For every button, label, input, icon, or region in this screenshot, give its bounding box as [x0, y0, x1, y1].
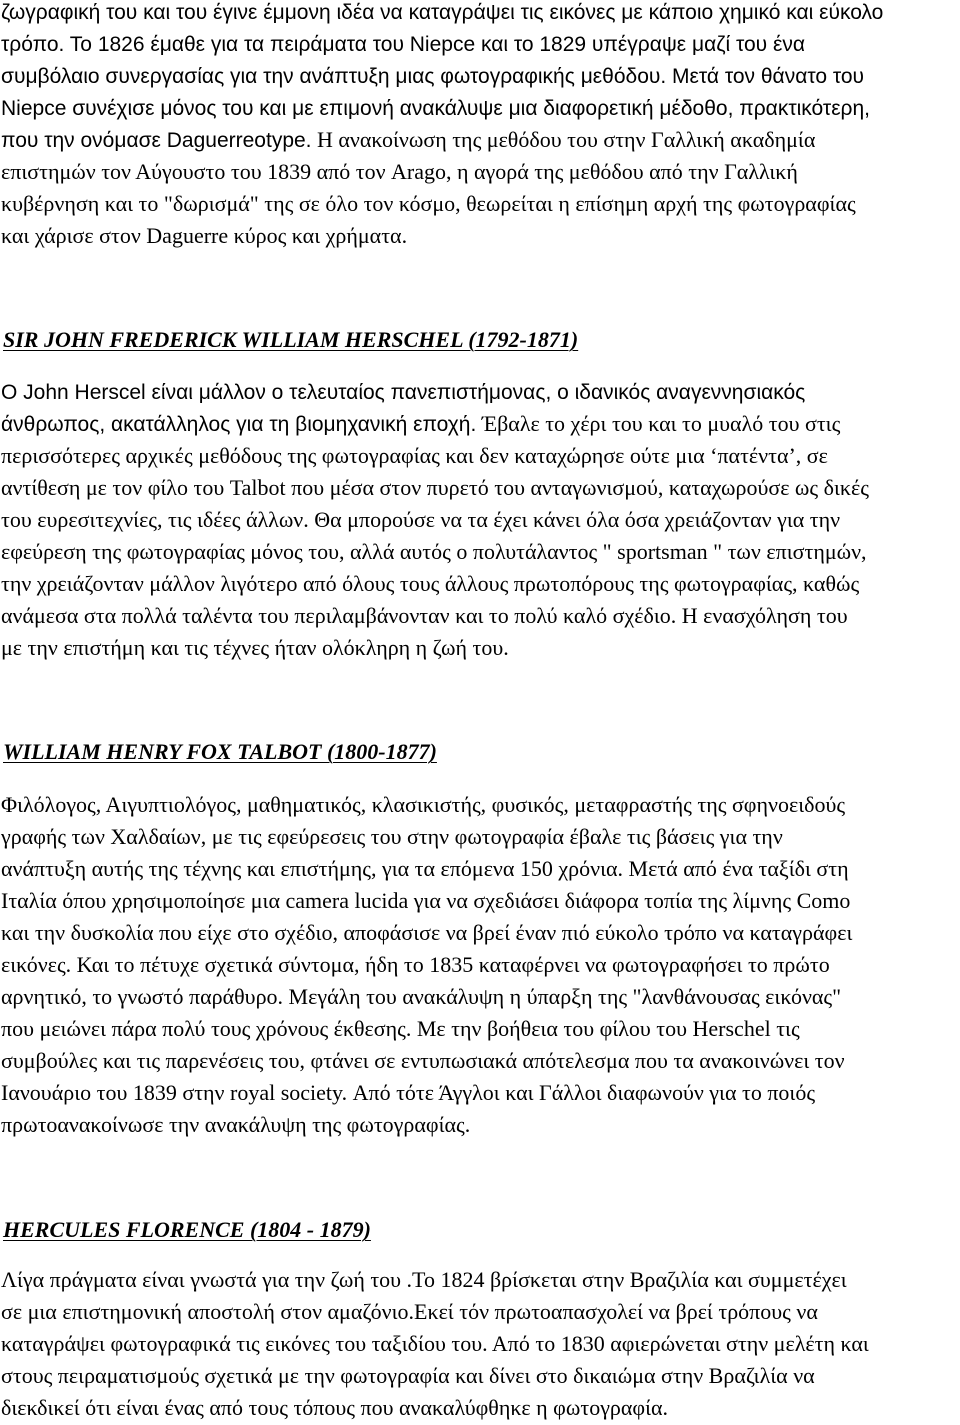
- text-line: [1, 156, 798, 188]
- text-line: [1, 568, 859, 600]
- text-line: [1, 28, 805, 60]
- text-segment: που μειώνει πάρα πολύ τους χρόνους έκθεσης. Με την βοήθεια του φίλου του Herschel τις: [1, 1016, 800, 1041]
- text-line: [1, 632, 509, 664]
- text-line: [1, 1077, 815, 1109]
- text-segment: εικόνες. Και το πέτυχε σχετικά σύντομα, ήδη το 1835 καταφέρνει να φωτογραφήσει το πρώτο: [1, 952, 830, 977]
- text-line: [1, 92, 870, 124]
- florence-paragraph: [1, 1264, 869, 1424]
- text-line: [1, 1328, 869, 1360]
- text-segment: την χρειάζονταν μάλλον λιγότερο από όλους τους άλλους πρωτοπόρους της φωτογραφίας, καθώς: [1, 571, 860, 596]
- text-segment: διεκδικεί ότι είναι ένας από τους τόπους που ανακαλύφθηκε η φωτογραφία.: [1, 1395, 669, 1420]
- text-line: [1, 220, 407, 252]
- text-segment: αντίθεση με τον φίλο του Talbot που μέσα στον πυρετό του ανταγωνισμού, καταχωρούσε ως δικές: [1, 475, 869, 500]
- text-segment: ανάμεσα στα πολλά ταλέντα του περιλαμβάνονταν και το πολύ καλό σχέδιο. Η ενασχόληση του: [1, 603, 848, 628]
- text-line: [1, 1045, 845, 1077]
- text-line: [1, 1296, 818, 1328]
- text-line: [1, 1013, 800, 1045]
- text-line: [1, 124, 815, 156]
- text-line: [1, 600, 848, 632]
- section-heading-herschel: SIR JOHN FREDERICK WILLIAM HERSCHEL (1792-1871): [3, 327, 579, 352]
- text-segment: Ιταλία όπου χρησιμοποίησε μια camera lucida για να σχεδιάσει διάφορα τοπία της λίμνης Como: [1, 888, 851, 913]
- text-segment: Φιλόλογος, Αιγυπτιολόγος, μαθηματικός, κλασικιστής, φυσικός, μεταφραστής της σφηνοειδούς: [1, 792, 846, 817]
- text-segment: Έβαλε το χέρι του και το μυαλό του στις: [481, 411, 841, 436]
- text-line: [1, 1360, 815, 1392]
- text-line: [1, 821, 783, 853]
- text-line: [1, 60, 864, 92]
- text-line: [1, 1392, 668, 1424]
- text-line: [1, 853, 849, 885]
- text-line: [1, 504, 840, 536]
- text-line: [1, 981, 841, 1013]
- text-segment: Λίγα πράγματα είναι γνωστά για την ζωή του .Το 1824 βρίσκεται στην Βραζιλία και συμμετέχει: [1, 1267, 847, 1292]
- text-line: [1, 440, 828, 472]
- text-segment: που την ονόμασε Daguerreotype.: [1, 129, 312, 152]
- text-segment: περισσότερες αρχικές μεθόδους της φωτογραφίας και δεν καταχώρησε ούτε μια ‘πατέντα’, σε: [1, 443, 828, 468]
- text-segment: τρόπο. Το 1826 έμαθε για τα πειράματα του Niepce και το 1829 υπέγραψε μαζί του ένα: [1, 33, 806, 56]
- text-segment: ζωγραφική του και του έγινε έμμονη ιδέα να καταγράψει τις εικόνες με κάποιο χημικό και εύκολο: [1, 1, 884, 24]
- text-line: [1, 917, 852, 949]
- text-segment: Ιανουάριο του 1839 στην royal society. Από τότε Άγγλοι και Γάλλοι διαφωνούν για το ποιός: [1, 1080, 816, 1105]
- herschel-paragraph: [1, 376, 869, 664]
- text-line: [1, 1109, 470, 1141]
- text-segment: ανάπτυξη αυτής της τέχνης και επιστήμης, για τα επόμενα 150 χρόνια. Μετά από ένα ταξίδι στη: [1, 856, 849, 881]
- text-line: [1, 0, 883, 28]
- text-segment: άνθρωπος, ακατάλληλος για τη βιομηχανική εποχή.: [1, 413, 477, 436]
- text-line: [1, 949, 830, 981]
- text-line: [1, 536, 867, 568]
- talbot-paragraph: [1, 789, 852, 1141]
- text-line: [1, 885, 850, 917]
- text-segment: κυβέρνηση και το "δωρισμά" της σε όλο τον κόσμο, θεωρείται η επίσημη αρχή της φωτογραφίας: [1, 191, 856, 216]
- section-heading-talbot: WILLIAM HENRY FOX TALBOT (1800-1877): [3, 739, 437, 764]
- text-segment: Niepce συνέχισε μόνος του και με επιμονή ανακάλυψε μια διαφορετική μέδοθο, πρακτικότερη,: [1, 97, 871, 120]
- text-segment: και χάρισε στον Daguerre κύρος και χρήματα.: [1, 223, 408, 248]
- text-segment: επιστημών τον Αύγουστο του 1839 από τον Arago, η αγορά της μεθόδου από την Γαλλική: [1, 159, 798, 184]
- text-segment: Ο John Herscel είναι μάλλον ο τελευταίος πανεπιστήμονας, ο ιδανικός αναγεννησιακός: [1, 381, 806, 404]
- text-segment: του ευρεσιτεχνίες, τις ιδέες άλλων. Θα μπορούσε να τα έχει κάνει όλα όσα χρειάζονταν για την: [1, 507, 841, 532]
- text-segment: πρωτοανακοίνωσε την ανακάλυψη της φωτογραφίας.: [1, 1112, 471, 1137]
- text-line: [1, 376, 805, 408]
- section-heading-florence: HERCULES FLORENCE (1804 - 1879): [3, 1217, 371, 1242]
- text-segment: αρνητικό, το γνωστό παράθυρο. Μεγάλη του ανακάλυψη η ύπαρξη της "λανθάνουσας εικόνας": [1, 984, 842, 1009]
- text-segment: και την δυσκολία που είχε στο σχέδιο, αποφάσισε να βρεί έναν πιό εύκολο τρόπο να καταγράφει: [1, 920, 853, 945]
- text-segment: στους πειραματισμούς σχετικά με την φωτογραφία και δίνει στο δικαιώμα στην Βραζιλία να: [1, 1363, 815, 1388]
- text-line: [1, 408, 840, 440]
- text-segment: με την επιστήμη και τις τέχνες ήταν ολόκληρη η ζωή του.: [1, 635, 509, 660]
- text-segment: καταγράψει φωτογραφικά τις εικόνες του ταξιδίου του. Από το 1830 αφιερώνεται στην μελέτη και: [1, 1331, 869, 1356]
- text-segment: συμβούλες και τις παρενέσεις του, φτάνει σε εντυπωσιακά απότελεσμα που τα ανακοινώνει τον: [1, 1048, 845, 1073]
- text-segment: εφεύρεση της φωτογραφίας μόνος του, αλλά αυτός ο πολυτάλαντος " sportsman " των επιστημών,: [1, 539, 867, 564]
- text-segment: γραφής των Χαλδαίων, με τις εφεύρεσεις του στην φωτογραφία έβαλε τις βάσεις για την: [1, 824, 783, 849]
- text-line: [1, 789, 845, 821]
- text-line: [1, 188, 856, 220]
- text-segment: συμβόλαιο συνεργασίας για την ανάπτυξη μιας φωτογραφικής μεθόδου. Μετά τον θάνατο του: [1, 65, 865, 88]
- text-line: [1, 472, 869, 504]
- intro-paragraph: [1, 0, 883, 252]
- text-segment: σε μια επιστημονική αποστολή στον αμαζόνιο.Εκεί τόν πρωτοαπασχολεί να βρεί τρόπους να: [1, 1299, 818, 1324]
- text-line: [1, 1264, 847, 1296]
- text-segment: Η ανακοίνωση της μεθόδου του στην Γαλλική ακαδημία: [317, 127, 816, 152]
